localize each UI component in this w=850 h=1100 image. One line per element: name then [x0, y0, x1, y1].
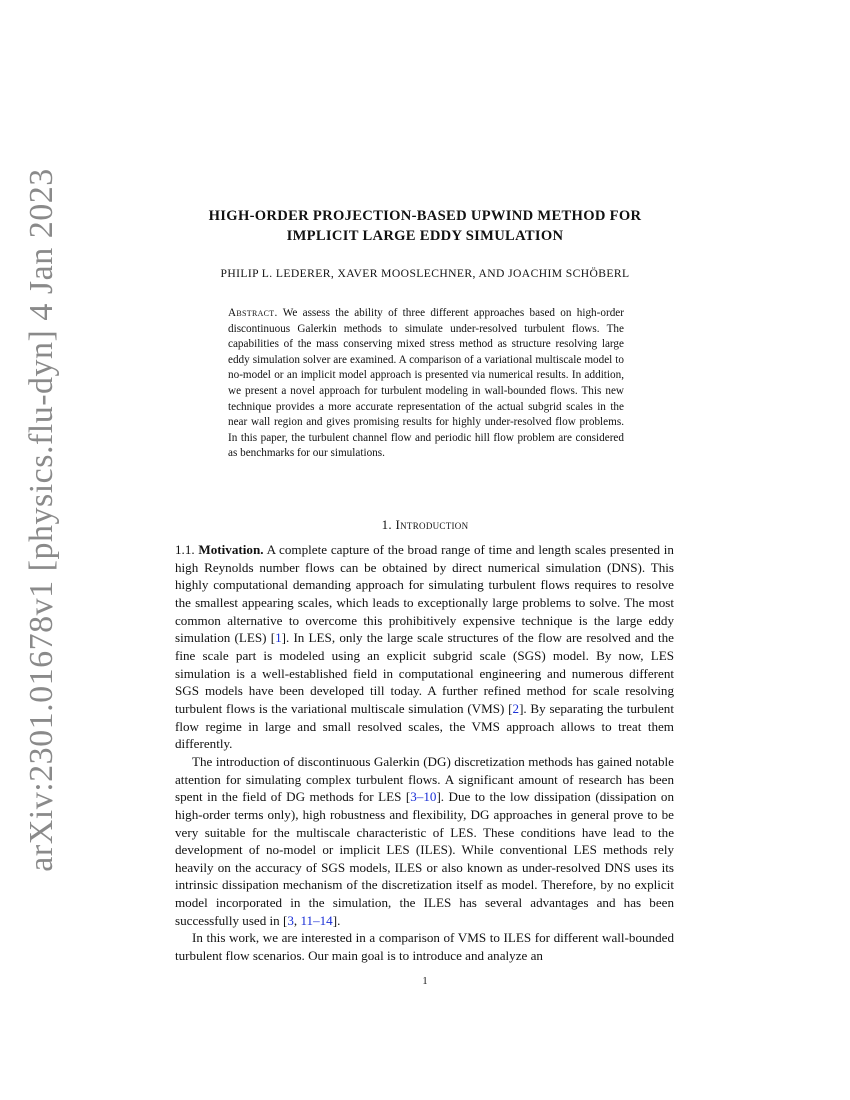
section-heading [150, 517, 700, 533]
body-text [175, 541, 674, 965]
citation-link[interactable]: 11–14 [300, 912, 333, 928]
page-number: 1 [422, 976, 428, 987]
citation-link[interactable]: 1 [275, 630, 282, 646]
citation-separator: , [293, 912, 301, 928]
arxiv-id-text: arXiv:2301.01678v1 [physics.flu-dyn] 4 Jan 2023 [23, 168, 60, 872]
p2-text-c: ]. [332, 912, 341, 928]
abstract-text: We assess the ability of three different approaches based on high-order discontinuous Galerkin methods to simulate under-resolved turbulent flows. The capabilities of the mass conserving mixed stress method as structure resolving large eddy simulation solver are examined. A comparison of a variational multiscale model to no-model or an implicit model approach is presented via numerical results. In addition, we present a novel approach for turbulent modeling in wall-bounded flows. This new technique provides a more accurate representation of the actual subgrid scales in the near wall region and gives promising results for highly under-resolved flow problems. In this paper, the turbulent channel flow and periodic hill flow problem are considered as benchmarks for our simulations. [228, 307, 624, 460]
authors: PHILIP L. LEDERER, XAVER MOOSLECHNER, AND JOACHIM SCHÖBERL [220, 267, 630, 280]
citation-link[interactable]: 3–10 [410, 789, 437, 805]
section-title: Introduction [395, 517, 469, 532]
subsection-number: 1.1. [175, 542, 195, 557]
subsection-title: Motivation. [198, 542, 264, 557]
arxiv-stamp [16, 168, 68, 872]
paragraph-2 [175, 753, 674, 930]
p2-text-a: The introduction of discontinuous Galerkin (DG) discretization methods has gained notable attention for simulating complex turbulent flows. A significant amount of research has been spent in the field of DG methods for LES [ [175, 753, 674, 805]
abstract-label: Abstract. [228, 307, 278, 319]
p1-text-b: ]. In LES, only the large scale structures of the flow are resolved and the fine scale part is modeled using an explicit subgrid scale (SGS) model. By now, LES simulation is a well-established field in computational engineering and numerous different SGS models have been developed till today. A further refined method for scale resolving turbulent flows is the variational multiscale simulation (VMS) [ [175, 630, 674, 716]
p1-text-c: ]. By separating the turbulent flow regime in large and small resolved scales, the VMS approach allows to treat them differently. [175, 700, 674, 752]
paper-title [150, 206, 700, 246]
paragraph-3: In this work, we are interested in a comparison of VMS to ILES for different wall-bounded turbulent flow scenarios. Our main goal is to introduce and analyze an [175, 930, 674, 964]
abstract [228, 306, 624, 462]
p1-text-a: A complete capture of the broad range of time and length scales presented in high Reynolds number flows can be obtained by direct numerical simulation (DNS). This highly computational demanding approach for simulating turbulent flows requires to resolve the smallest appearing scales, which leads to exceptionally large problems to solve. The most common alternative to overcome this prohibitively expensive technique is the large eddy simulation (LES) [ [175, 542, 674, 646]
title-line-1: HIGH-ORDER PROJECTION-BASED UPWIND METHOD FOR [208, 208, 642, 224]
p2-text-b: ]. Due to the low dissipation (dissipation on high-order terms only), high robustness and flexibility, DG approaches in general prove to be very suitable for the multiscale characteristic of LES. These conditions have lead to the development of no-model or implicit LES (ILES). While conventional LES methods rely heavily on the accuracy of SGS models, ILES or also known as under-resolved DNS uses its intrinsic dissipation mechanism of the discretization itself as model. Therefore, by no explicit model incorporated in the simulation, the ILES has several advantages and has been successfully used in [ [175, 789, 675, 928]
paragraph-1 [175, 541, 674, 753]
citation-link[interactable]: 3 [287, 912, 294, 928]
title-line-2: IMPLICIT LARGE EDDY SIMULATION [286, 228, 564, 244]
section-number: 1. [381, 517, 392, 532]
citation-link[interactable]: 2 [512, 700, 520, 716]
